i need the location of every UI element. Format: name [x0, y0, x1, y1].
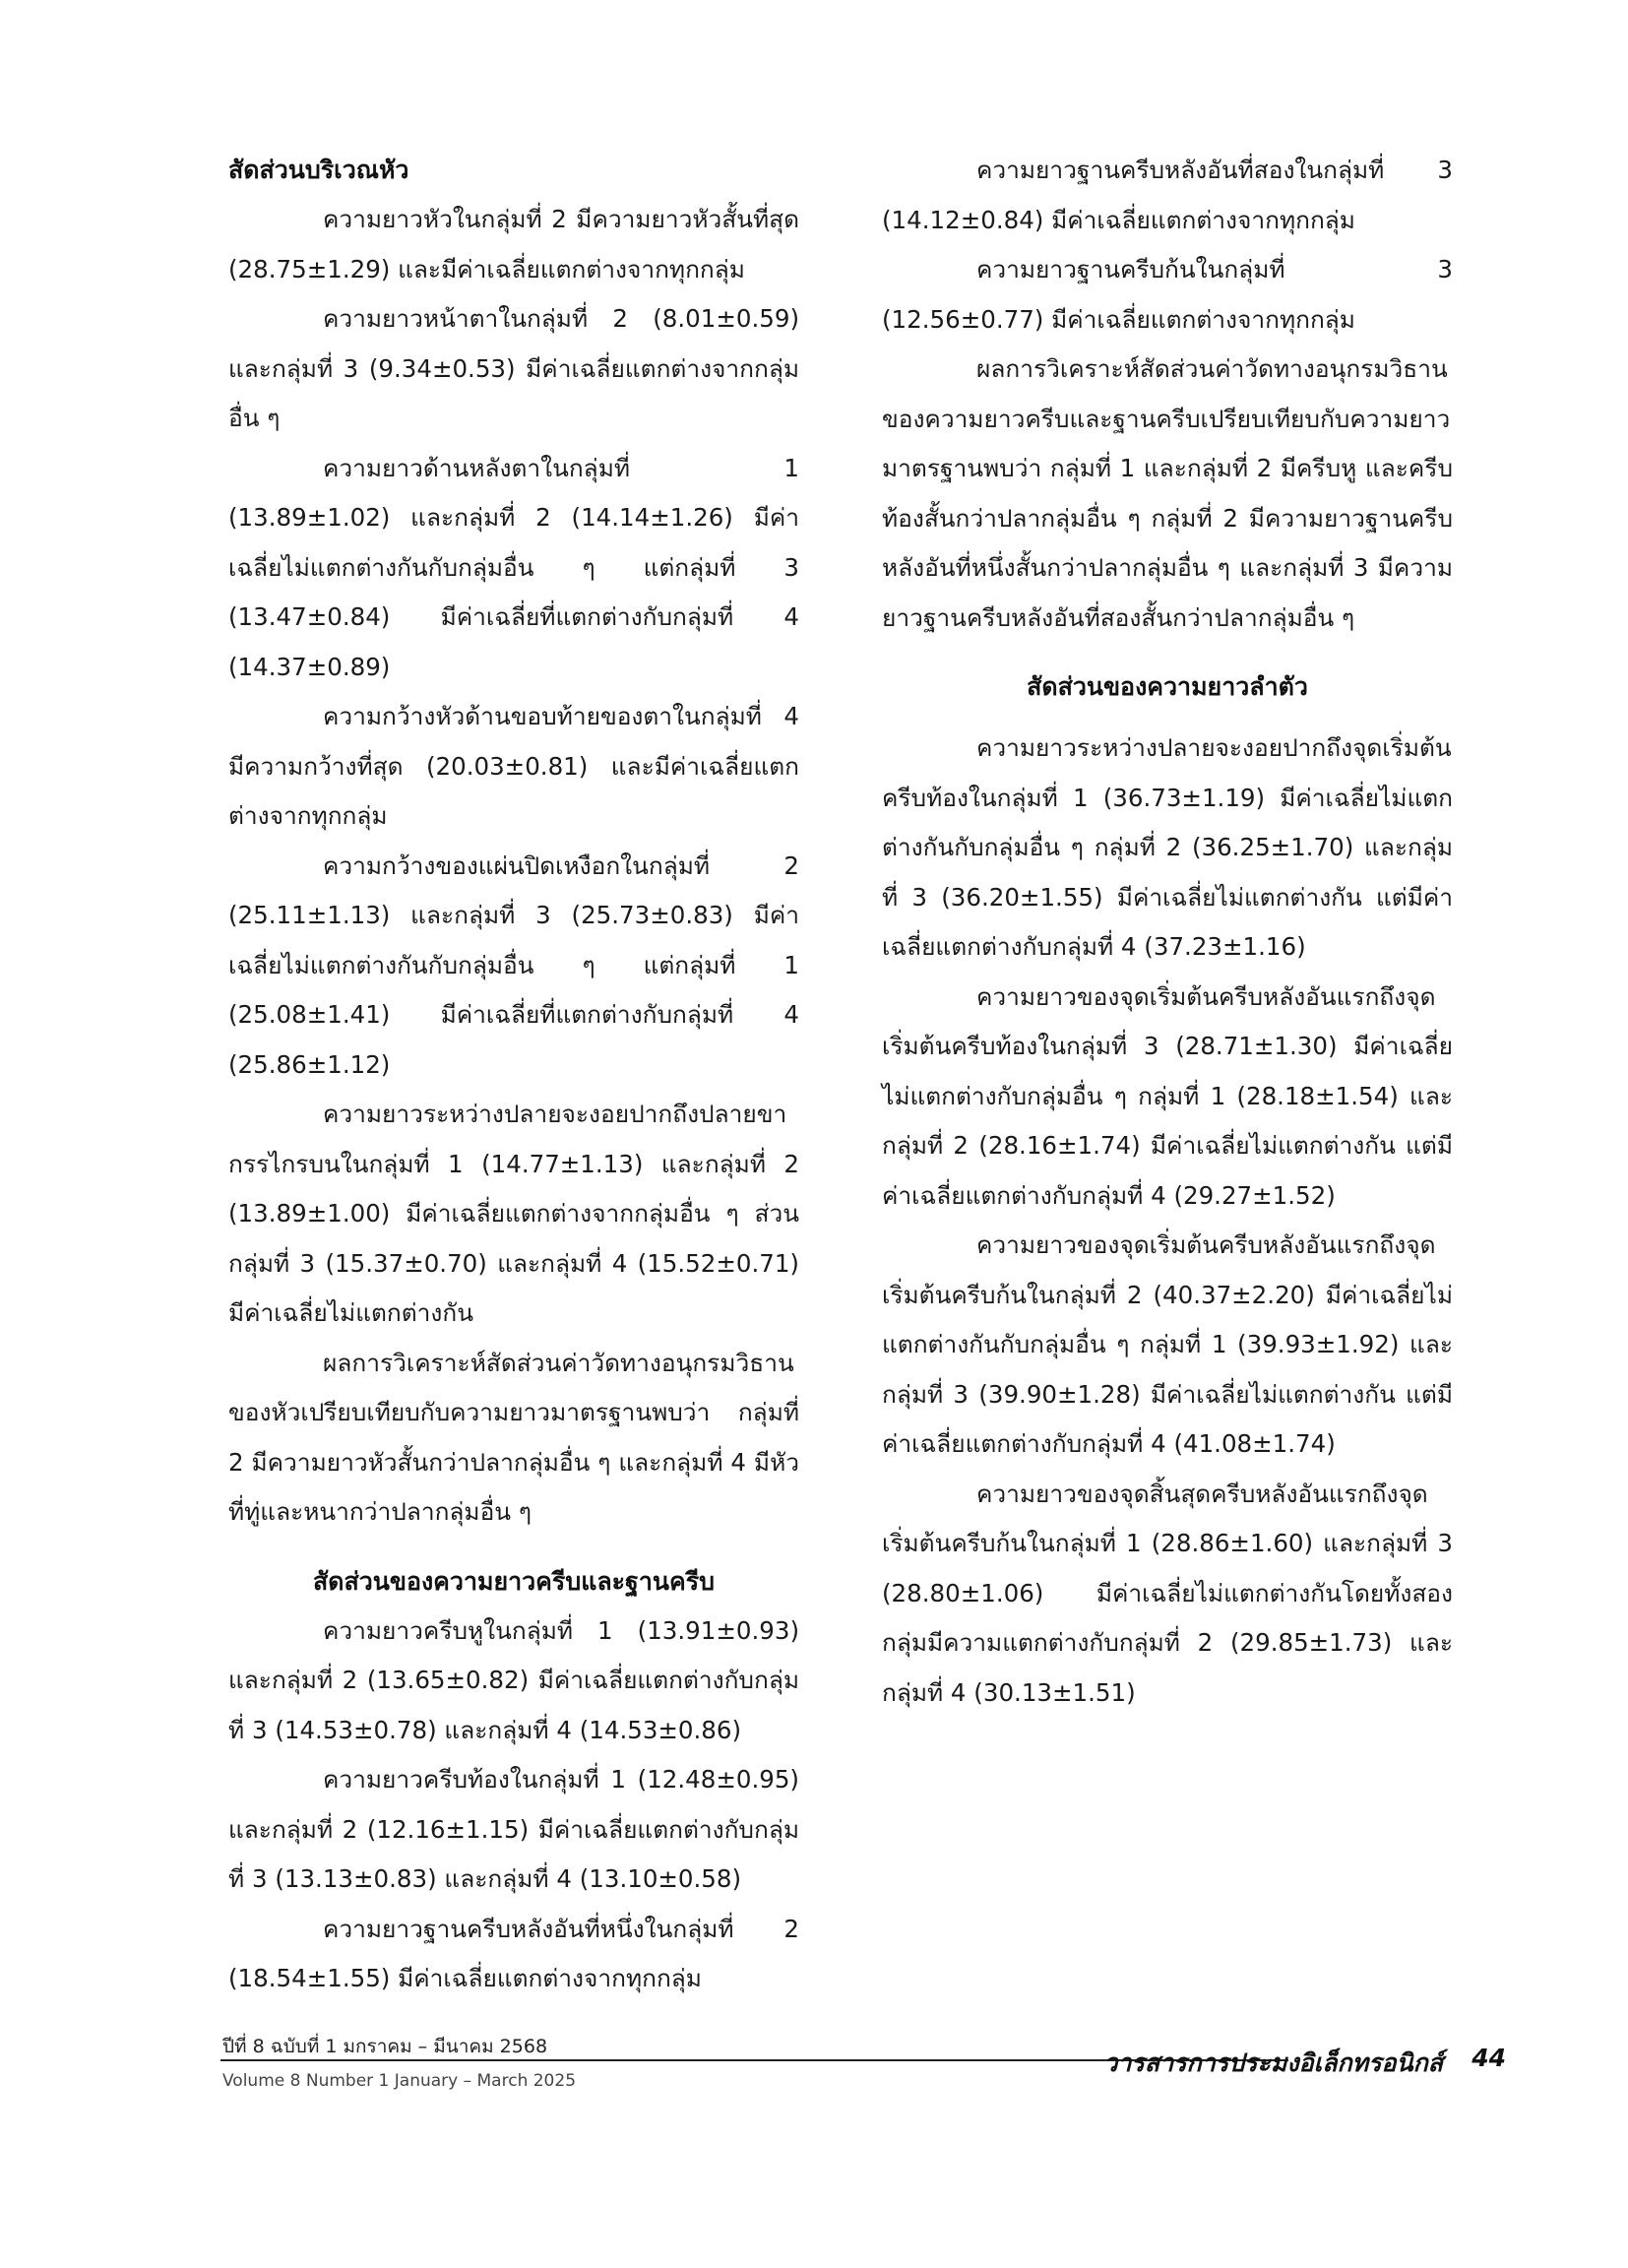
paragraph: ความยาวฐานครีบหลังอันที่สองในกลุ่มที่ 3 (14.12±0.84) มีค่าเฉลี่ยแตกต่างจากทุกกลุ่ม [882, 156, 1453, 234]
paragraph: ความยาวหัวในกลุ่มที่ 2 มีความยาวหัวสั้นที่สุด (28.75±1.29) และมีค่าเฉลี่ยแตกต่างจากทุกกลุ่ม [228, 205, 799, 284]
paragraph: ความยาวของจุดเริ่มต้นครีบหลังอันแรกถึงจุดเริ่มต้นครีบก้นในกลุ่มที่ 2 (40.37±2.20) มีค่าเฉลี่ยไม่แตกต่างกันกับกลุ่มอื่น ๆ กลุ่มที่ 1 (39.93±1.92) และกลุ่มที่ 3 (39.90±1.28) มีค่าเฉลี่ยไม่แตกต่างกัน แต่มีค่าเฉลี่ยแตกต่างกับกลุ่มที่ 4 (41.08±1.74) [882, 1230, 1453, 1458]
paragraph: ความยาวของจุดสิ้นสุดครีบหลังอันแรกถึงจุดเริ่มต้นครีบก้นในกลุ่มที่ 1 (28.86±1.60) และกลุ่มที่ 3 (28.80±1.06) มีค่าเฉลี่ยไม่แตกต่างกันโดยทั้งสองกลุ่มมีความแตกต่างกับกลุ่มที่ 2 (29.85±1.73) และกลุ่มที่ 4 (30.13±1.51) [882, 1479, 1453, 1707]
page-footer [220, 2032, 1506, 2101]
paragraph: ความกว้างของแผ่นปิดเหงือกในกลุ่มที่ 2 (25.11±1.13) และกลุ่มที่ 3 (25.73±0.83) มีค่าเฉลี่ยไม่แตกต่างกันกับกลุ่มอื่น ๆ แต่กลุ่มที่ 1 (25.08±1.41) มีค่าเฉลี่ยที่แตกต่างกับกลุ่มที่ 4 (25.86±1.12) [228, 850, 799, 1079]
paragraph: ความยาวระหว่างปลายจะงอยปากถึงจุดเริ่มต้นครีบท้องในกลุ่มที่ 1 (36.73±1.19) มีค่าเฉลี่ยไม่แตกต่างกันกับกลุ่มอื่น ๆ กลุ่มที่ 2 (36.25±1.70) และกลุ่มที่ 3 (36.20±1.55) มีค่าเฉลี่ยไม่แตกต่างกัน แต่มีค่าเฉลี่ยแตกต่างกับกลุ่มที่ 4 (37.23±1.16) [882, 733, 1453, 961]
section-heading-body-proportions: สัดส่วนของความยาวลำตัว [1027, 672, 1308, 701]
issue-info-thai: ปีที่ 8 ฉบับที่ 1 มกราคม – มีนาคม 2568 [222, 2036, 548, 2057]
paragraph: ความยาวหน้าตาในกลุ่มที่ 2 (8.01±0.59) และกลุ่มที่ 3 (9.34±0.53) มีค่าเฉลี่ยแตกต่างจากกลุ่มอื่น ๆ [228, 304, 799, 432]
paragraph: ผลการวิเคราะห์สัดส่วนค่าวัดทางอนุกรมวิธานของความยาวครีบและฐานครีบเปรียบเทียบกับความยาวมาตรฐานพบว่า กลุ่มที่ 1 และกลุ่มที่ 2 มีครีบหู และครีบท้องสั้นกว่าปลากลุ่มอื่น ๆ กลุ่มที่ 2 มีความยาวฐานครีบหลังอันที่หนึ่งสั้นกว่าปลากลุ่มอื่น ๆ และกลุ่มที่ 3 มีความยาวฐานครีบหลังอันที่สองสั้นกว่าปลากลุ่มอื่น ๆ [882, 354, 1453, 632]
paragraph: ความยาวฐานครีบหลังอันที่หนึ่งในกลุ่มที่ 2 (18.54±1.55) มีค่าเฉลี่ยแตกต่างจากทุกกลุ่ม [228, 1914, 799, 1992]
issue-info-english: Volume 8 Number 1 January – March 2025 [222, 2071, 577, 2091]
paragraph: ความยาวครีบหูในกลุ่มที่ 1 (13.91±0.93) และกลุ่มที่ 2 (13.65±0.82) มีค่าเฉลี่ยแตกต่างกับกลุ่มที่ 3 (14.53±0.78) และกลุ่มที่ 4 (14.53±0.86) [228, 1615, 799, 1744]
page-number: 44 [1471, 2044, 1506, 2072]
journal-name: วารสารการประมงอิเล็กทรอนิกส์ [1103, 2048, 1443, 2077]
right-column [882, 146, 1453, 1718]
section-heading-fin-proportions: สัดส่วนของความยาวครีบและฐานครีบ [312, 1566, 716, 1596]
paragraph: ความยาวฐานครีบก้นในกลุ่มที่ 3 (12.56±0.77) มีค่าเฉลี่ยแตกต่างจากทุกกลุ่ม [882, 255, 1453, 334]
paragraph: ความยาวด้านหลังตาในกลุ่มที่ 1 (13.89±1.02) และกลุ่มที่ 2 (14.14±1.26) มีค่าเฉลี่ยไม่แตกต่างกันกับกลุ่มอื่น ๆ แต่กลุ่มที่ 3 (13.47±0.84) มีค่าเฉลี่ยที่แตกต่างกับกลุ่มที่ 4 (14.37±0.89) [228, 453, 799, 681]
paragraph: ความยาวครีบท้องในกลุ่มที่ 1 (12.48±0.95) และกลุ่มที่ 2 (12.16±1.15) มีค่าเฉลี่ยแตกต่างกับกลุ่มที่ 3 (13.13±0.83) และกลุ่มที่ 4 (13.10±0.58) [228, 1765, 799, 1893]
section-heading-head-proportions: สัดส่วนบริเวณหัว [228, 156, 409, 184]
paragraph: ความยาวระหว่างปลายจะงอยปากถึงปลายขากรรไกรบนในกลุ่มที่ 1 (14.77±1.13) และกลุ่มที่ 2 (13.89±1.00) มีค่าเฉลี่ยแตกต่างจากกลุ่มอื่น ๆ ส่วนกลุ่มที่ 3 (15.37±0.70) และกลุ่มที่ 4 (15.52±0.71) มีค่าเฉลี่ยไม่แตกต่างกัน [228, 1100, 799, 1327]
left-column [228, 146, 799, 2004]
paragraph: ความยาวของจุดเริ่มต้นครีบหลังอันแรกถึงจุดเริ่มต้นครีบท้องในกลุ่มที่ 3 (28.71±1.30) มีค่าเฉลี่ยไม่แตกต่างกับกลุ่มอื่น ๆ กลุ่มที่ 1 (28.18±1.54) และกลุ่มที่ 2 (28.16±1.74) มีค่าเฉลี่ยไม่แตกต่างกัน แต่มีค่าเฉลี่ยแตกต่างกับกลุ่มที่ 4 (29.27±1.52) [882, 981, 1453, 1210]
paragraph: ความกว้างหัวด้านขอบท้ายของตาในกลุ่มที่ 4 มีความกว้างที่สุด (20.03±0.81) และมีค่าเฉลี่ยแตกต่างจากทุกกลุ่ม [228, 702, 799, 830]
paragraph: ผลการวิเคราะห์สัดส่วนค่าวัดทางอนุกรมวิธานของหัวเปรียบเทียบกับความยาวมาตรฐานพบว่า กลุ่มที่ 2 มีความยาวหัวสั้นกว่าปลากลุ่มอื่น ๆ และกลุ่มที่ 4 มีหัวที่ทู่และหนากว่าปลากลุ่มอื่น ๆ [228, 1348, 799, 1526]
